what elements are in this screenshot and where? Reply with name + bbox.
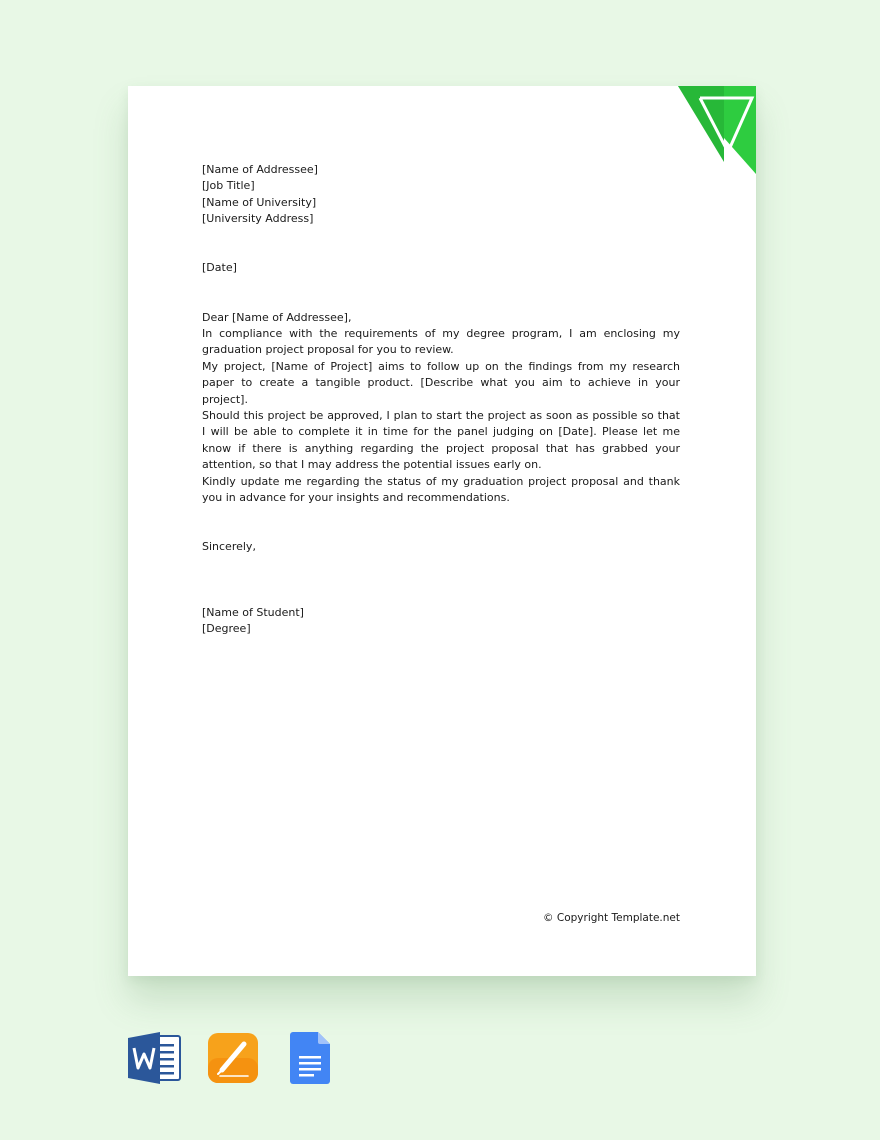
salutation: Dear [Name of Addressee], [202, 310, 352, 324]
apple-pages-icon[interactable] [208, 1032, 258, 1084]
copyright-notice: © Copyright Template.net [543, 912, 680, 924]
letter-date: [Date] [202, 261, 237, 275]
closing: Sincerely, [202, 540, 256, 554]
body-paragraph-3: Should this project be approved, I plan to start the project as soon as possible so that I will be able to complete it in time for the panel judging on [Date]. Please let me know if there is anything regarding the project proposal that has grabbed your attention, so that I may address the potential issues early on. [202, 409, 680, 472]
addressee-block [202, 162, 680, 228]
template-net-logo-icon [678, 86, 756, 174]
letter-body [202, 162, 680, 638]
signature-block [202, 605, 680, 638]
student-name: [Name of Student] [202, 605, 304, 619]
letter-page [128, 86, 756, 976]
body-paragraph-4: Kindly update me regarding the status of my graduation project proposal and thank you in advance for your insights and recommendations. [202, 474, 680, 505]
google-docs-icon[interactable] [290, 1032, 332, 1084]
body-paragraph-1: In compliance with the requirements of my degree program, I am enclosing my graduation project proposal for you to review. [202, 327, 680, 357]
microsoft-word-icon[interactable] [128, 1032, 182, 1084]
addressee-job-title: [Job Title] [202, 179, 255, 193]
addressee-address: [University Address] [202, 212, 314, 226]
body-paragraph-2: My project, [Name of Project] aims to follow up on the findings from my research paper to create a tangible product. [Describe what you aim to achieve in your project]. [202, 359, 680, 406]
addressee-university: [Name of University] [202, 195, 317, 209]
addressee-name: [Name of Addressee] [202, 163, 318, 176]
student-degree: [Degree] [202, 622, 251, 636]
